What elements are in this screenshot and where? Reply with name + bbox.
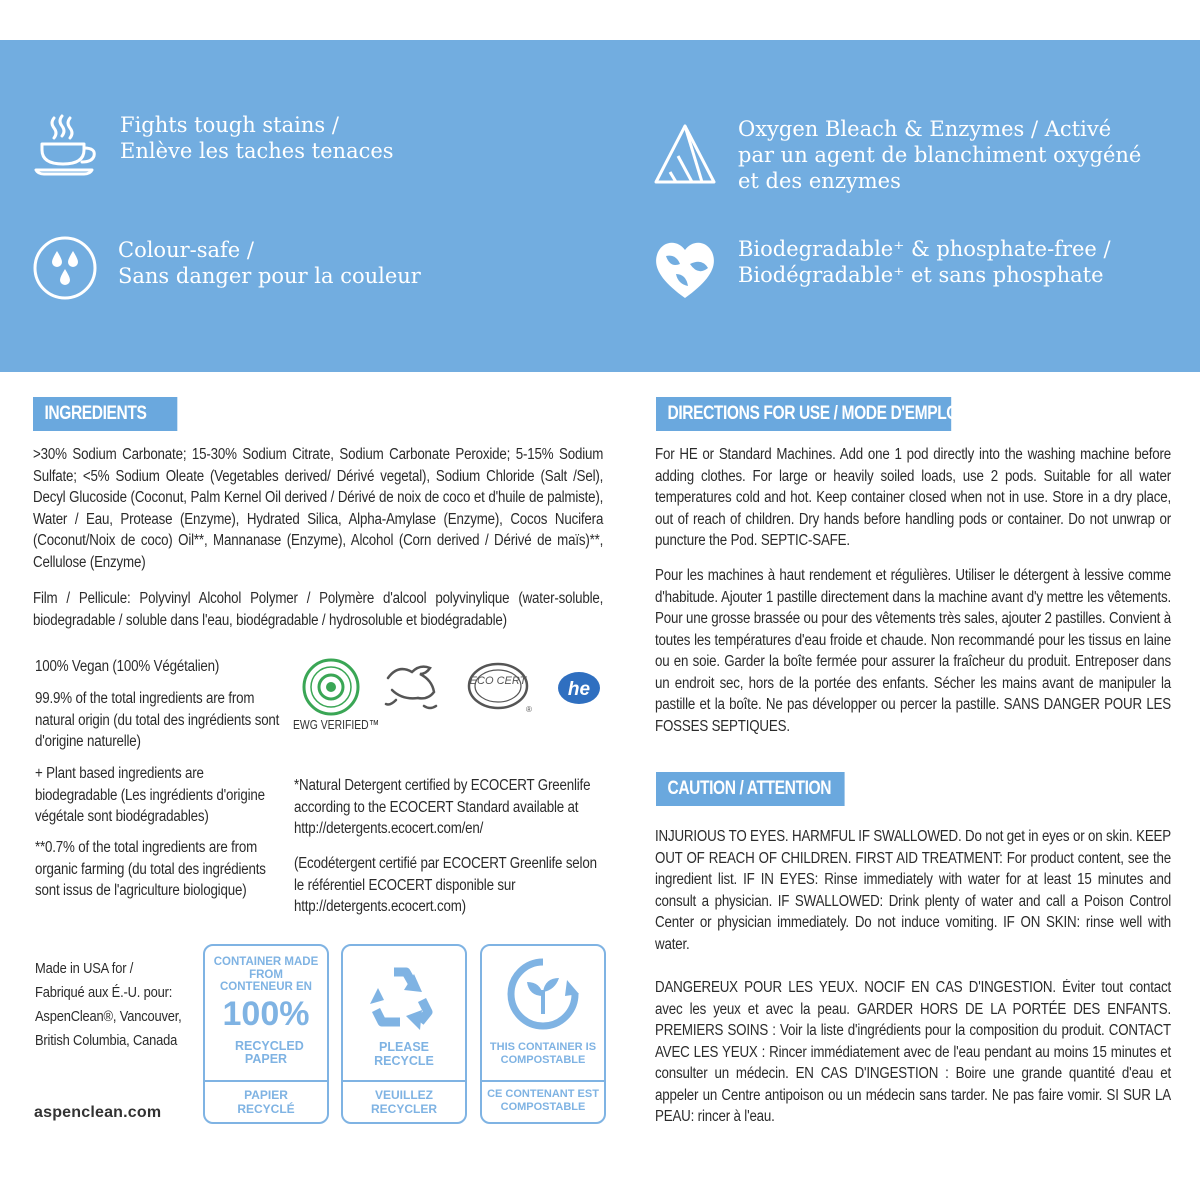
caution-fr: DANGEREUX POUR LES YEUX. NOCIF EN CAS D'INGESTION. Éviter tout contact avec les yeux et avec la peau. GARDER HORS DE LA PORTÉE DES ENFANTS. PREMIERS SOINS : Voir la liste d'ingrédients pour la composition du produit. CONTACT AVEC LES YEUX : Rincer immédiatement avec de l'eau pendant au moins 15 minutes et consulter un médecin. EN CAS D'INGESTION : Boire une grande quantité d'eau et appeler un Centre antipoison ou un médecin sans tarder. Ne pas faire vomir. SI SUR LA PEAU: rincer à l'eau.: [655, 979, 1171, 1125]
he-logo: [556, 668, 602, 708]
ecocert-statement-en: *Natural Detergent certified by ECOCERT Greenlife according to the ECOCERT Standard available at http://detergents.ecocert.com/en/: [294, 777, 591, 837]
features-banner: [0, 40, 1200, 372]
caution-heading: CAUTION / ATTENTION: [656, 772, 845, 806]
feature-stains: [32, 112, 394, 182]
feature-oxygen-line3: et des enzymes: [738, 169, 901, 193]
leaf-heart-icon: [650, 234, 720, 304]
compostable-text: THIS CONTAINER IS COMPOSTABLE: [489, 1041, 597, 1066]
made-in-text: Made in USA for / Fabriqué aux É.-U. pour: AspenClean®, Vancouver, British Columbia, Canada: [35, 960, 182, 1049]
feature-colour-line1: Colour-safe /: [118, 238, 254, 262]
organic-text: **0.7% of the total ingredients are from organic farming (du total des ingrédients sont issus de l'agriculture biologique): [35, 839, 266, 899]
feature-oxygen: [650, 117, 1142, 194]
vegan-text: 100% Vegan (100% Végétalien): [35, 658, 220, 675]
please-recycle-text: PLEASE RECYCLE: [374, 1040, 434, 1068]
feature-biodegradable: [650, 234, 1111, 304]
directions-heading: DIRECTIONS FOR USE / MODE D'EMPLOI: [656, 397, 951, 431]
triangle-icon: [650, 120, 720, 190]
recycled-box-line2: CONTENEUR EN: [219, 981, 312, 993]
please-recycle-fr: VEUILLEZ RECYCLER: [370, 1088, 437, 1116]
feature-stains-line1: Fights tough stains /: [120, 113, 339, 137]
recycled-box-fr: PAPIER RECYCLÉ: [237, 1088, 295, 1116]
plant-based-text: + Plant based ingredients are biodegradable (Les ingrédients d'origine végétale sont biodégradables): [35, 765, 265, 825]
ewg-verified-logo: [302, 658, 360, 716]
recycled-box-percent: 100%: [222, 994, 310, 1033]
recycled-box-line3: RECYCLED PAPER: [235, 1038, 304, 1066]
coffee-cup-icon: [32, 112, 102, 182]
recycled-paper-box: [203, 944, 329, 1124]
caution-en: INJURIOUS TO EYES. HARMFUL IF SWALLOWED. Do not get in eyes or on skin. KEEP OUT OF REACH OF CHILDREN. FIRST AID TREATMENT: For product content, see the ingredient list. IF IN EYES: Rinse immediately with water for at least 15 minutes and consult a physician. IF SWALLOWED: Drink plenty of water and call a Poison Control Center or physician immediately. Do not induce vomiting. IF ON SKIN: rinse well with water.: [655, 828, 1171, 953]
droplets-icon: [30, 233, 100, 303]
recycle-icon: [364, 960, 444, 1032]
natural-origin-text: 99.9% of the total ingredients are from natural origin (du total des ingrédients sont d'origine naturelle): [35, 690, 280, 750]
film-text: Film / Pellicule: Polyvinyl Alcohol Polymer / Polymère d'alcool polyvinylique (water-soluble, biodegradable / soluble dans l'eau, biodégradable / hydrosoluble et biodégradable): [33, 590, 604, 629]
website-text: aspenclean.com: [34, 1104, 162, 1121]
feature-oxygen-line2: par un agent de blanchiment oxygéné: [738, 143, 1142, 167]
compostable-box: [480, 944, 606, 1124]
directions-fr: Pour les machines à haut rendement et régulières. Utiliser le détergent à lessive comme d'habitude. Ajouter 1 pastille directement dans la machine avant d'y mettre les vêtements. Pour une grosse brassée ou pour des vêtements très sales, ajouter 2 pastilles. Convient à toutes les températures d'eau froide et chaude. Non recommandé pour les tissus en laine ou en soie. Garder la boîte fermée pour assurer la fraîcheur du produit. Entreposer dans un endroit sec, hors de la portée des enfants. Sécher les mains avant de manipuler la pastille et la boîte. Ne pas développer ou percer la pastille. SANS DANGER POUR LES FOSSES SEPTIQUES.: [655, 567, 1171, 735]
ecocert-logo-text: ECO CERT: [469, 675, 527, 687]
feature-colour-line2: Sans danger pour la couleur: [118, 264, 421, 288]
recycled-box-line1: CONTAINER MADE FROM: [213, 956, 319, 981]
directions-en: For HE or Standard Machines. Add one 1 pod directly into the washing machine before adding clothes. For large or heavily soiled loads, use 2 pods. Suitable for all water temperatures cold and hot. Keep container closed when not in use. Store in a dry place, out of reach of children. Dry hands before handling pods or container. Do not unwrap or puncture the Pod. SEPTIC-SAFE.: [655, 446, 1171, 549]
he-logo-text: he: [567, 679, 591, 700]
ecocert-statement-fr: (Ecodétergent certifié par ECOCERT Greenlife selon le référentiel ECOCERT disponible sur http://detergents.ecocert.com): [294, 855, 597, 915]
compostable-fr: CE CONTENANT EST COMPOSTABLE: [487, 1088, 599, 1113]
compost-icon: [505, 956, 581, 1032]
leaping-bunny-logo: [382, 660, 442, 714]
ingredients-heading: INGREDIENTS: [33, 397, 177, 431]
feature-oxygen-line1: Oxygen Bleach & Enzymes / Activé: [738, 117, 1112, 141]
feature-stains-line2: Enlève les taches tenaces: [120, 139, 394, 163]
feature-colour: [30, 233, 421, 303]
ingredients-list: >30% Sodium Carbonate; 15-30% Sodium Citrate, Sodium Carbonate Peroxide; 5-15% Sodium Sulfate; <5% Sodium Oleate (Vegetables derived/ Dérivé vegetal), Sodium Chloride (Salt /Sel), Decyl Glucoside (Coconut, Palm Kernel Oil derived / Dérivé de noix de coco et d'huile de palmiste), Water / Eau, Protease (Enzyme), Hydrated Silica, Alpha-Amylase (Enzyme), Cocos Nucifera (Coconut/Noix de coco) Oil**, Mannanase (Enzyme), Alcohol (Corn derived / Dérivé de maïs)**, Cellulose (Enzyme): [33, 446, 604, 571]
feature-bio-line1: Biodegradable⁺ & phosphate-free /: [738, 237, 1111, 261]
svg-text:®: ®: [526, 705, 532, 714]
please-recycle-box: [341, 944, 467, 1124]
feature-bio-line2: Biodégradable⁺ et sans phosphate: [738, 263, 1104, 287]
ewg-verified-label: EWG VERIFIED™: [293, 717, 380, 732]
ecocert-logo: [466, 660, 532, 714]
